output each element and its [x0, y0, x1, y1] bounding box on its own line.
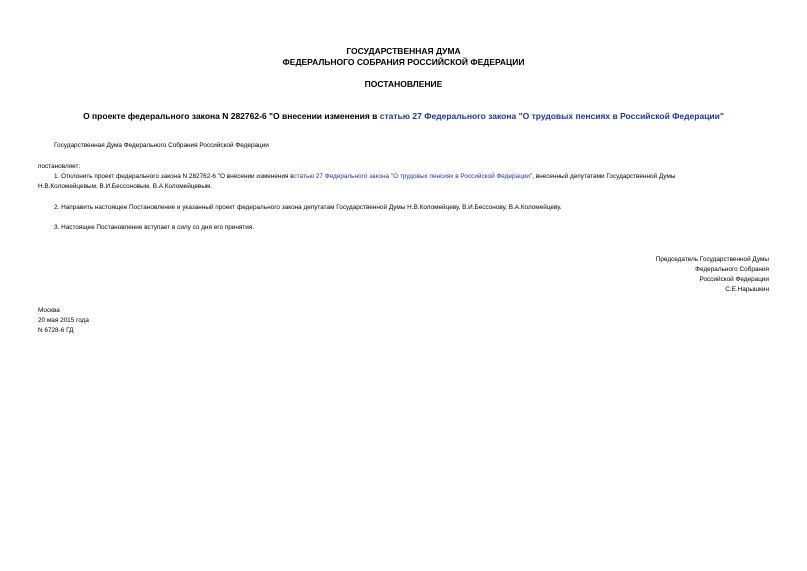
signature-title-1: Председатель Государственной Думы [655, 256, 769, 263]
document-title [0, 111, 807, 122]
paragraph-2: 2. Направить настоящее Постановление и указанный проект федерального закона депутатам Государственной Думы Н.В.Коломейцеву, В.И.Бессонову, В.А.Коломейцеву. [54, 204, 562, 211]
signature-title-2: Федерального Собрания [695, 266, 769, 273]
header-federal-assembly: ФЕДЕРАЛЬНОГО СОБРАНИЯ РОССИЙСКОЙ ФЕДЕРАЦИИ [282, 57, 525, 67]
signature-name: С.Е.Нарышкин [725, 286, 769, 293]
paragraph-1-suffix: , внесенный депутатами Государственной Думы [532, 173, 676, 180]
header-duma: ГОСУДАРСТВЕННАЯ ДУМА [346, 46, 461, 56]
paragraph-1 [54, 172, 675, 182]
footer-number: N 6728-6 ГД [38, 327, 74, 334]
resolves-text: постановляет: [38, 163, 81, 170]
intro-text: Государственная Дума Федерального Собрания Российской Федерации [54, 142, 269, 149]
paragraph-1-prefix: 1. Отклонить проект федерального закона N 282762-6 "О внесении изменения в [54, 173, 294, 180]
title-law-link[interactable]: статью 27 Федерального закона "О трудовых пенсиях в Российской Федерации" [379, 111, 724, 121]
paragraph-1-law-link[interactable]: статью 27 Федерального закона "О трудовых пенсиях в Российской Федерации" [293, 173, 533, 180]
header-resolution: ПОСТАНОВЛЕНИЕ [364, 79, 443, 89]
footer-city: Москва [38, 307, 60, 314]
paragraph-3: 3. Настоящее Постановление вступает в силу со дня его принятия. [54, 224, 255, 231]
paragraph-1-continued: Н.В.Коломейцевым, В.И.Бессоновым, В.А.Коломейцевым. [38, 183, 213, 190]
title-prefix: О проекте федерального закона N 282762-6 "О внесении изменения в [83, 111, 380, 121]
signature-title-3: Российской Федерации [699, 276, 769, 283]
footer-date: 20 мая 2015 года [38, 317, 89, 324]
